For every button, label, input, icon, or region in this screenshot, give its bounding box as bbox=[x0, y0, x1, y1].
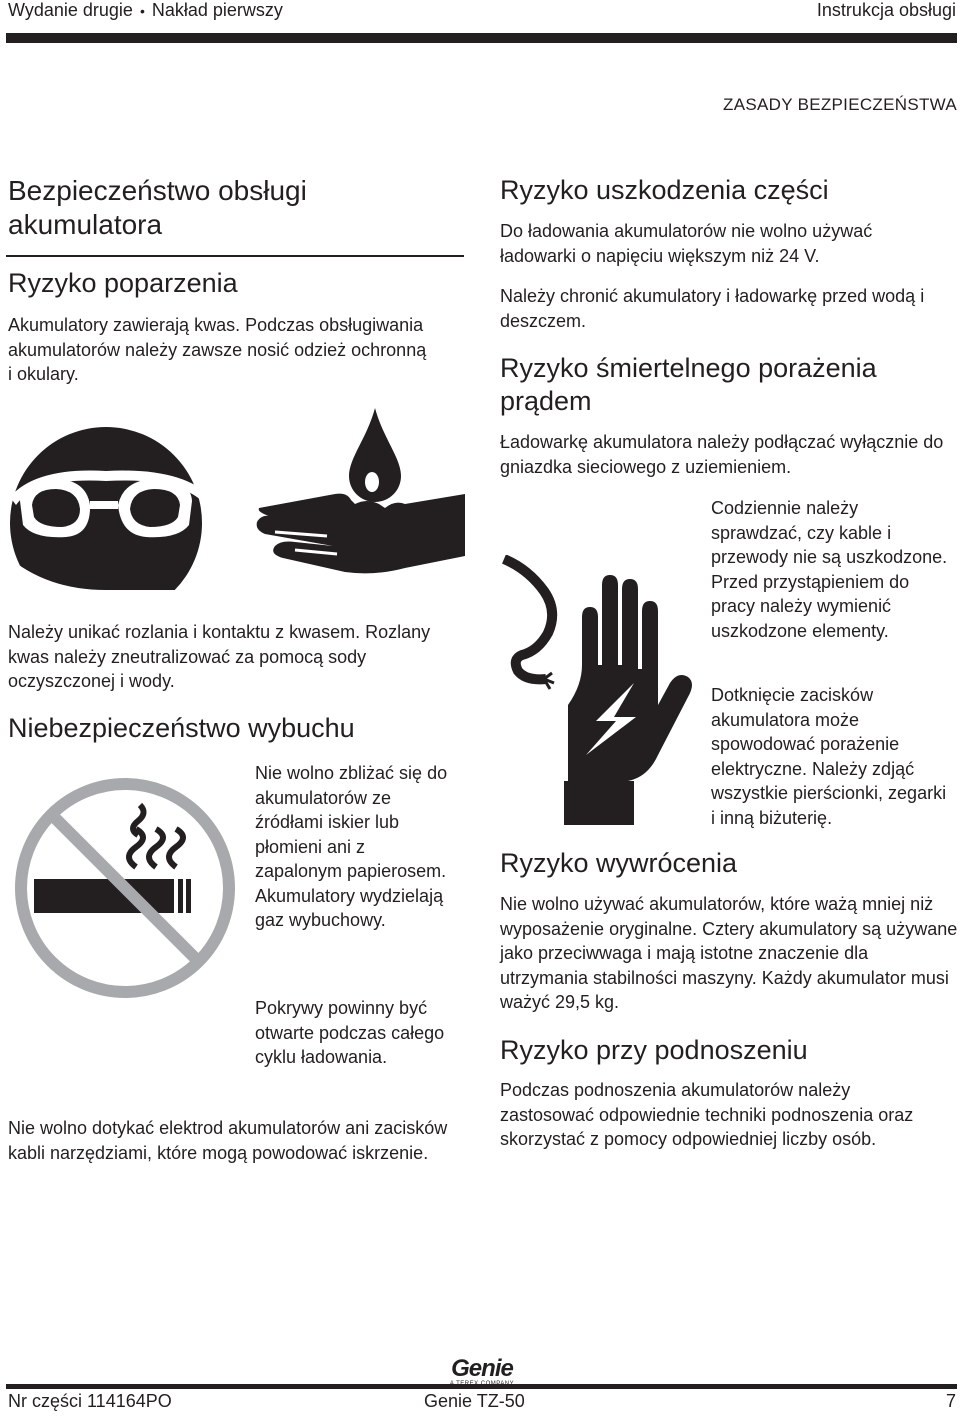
lifting-text: Podczas podnoszenia akumulatorów należy zastosować odpowiednie techniki podnoszenia oraz skorzystać z pomocy odpowiedniej liczby osób. bbox=[500, 1080, 914, 1149]
logo-text: Genie bbox=[451, 1355, 513, 1382]
electric-shock-hand-icon bbox=[498, 555, 698, 825]
burn-text: Akumulatory zawierają kwas. Podczas obsługiwania akumulatorów należy zawsze nosić odzież ochronną i okulary. bbox=[8, 315, 427, 384]
battery-safety-title: Bezpieczeństwo obsługi akumulatora bbox=[8, 175, 307, 240]
edition-label: Wydanie drugie bbox=[8, 0, 133, 20]
electrocution-text-2: Codziennie należy sprawdzać, czy kable i przewody nie są uszkodzone. Przed przystąpieniem do pracy należy wymienić uszkodzone elementy. bbox=[711, 498, 948, 641]
acid-drop-hand-icon bbox=[255, 408, 465, 588]
print-label: Nakład pierwszy bbox=[151, 0, 283, 20]
page-number: 7 bbox=[945, 1391, 956, 1411]
burn-heading: Ryzyko poparzenia bbox=[8, 268, 238, 298]
electrocution-text: Ładowarkę akumulatora należy podłączać wyłącznie do gniazdka sieciowego z uziemieniem. bbox=[500, 432, 944, 477]
face-goggles-icon bbox=[6, 405, 222, 590]
header-rule bbox=[6, 33, 957, 43]
no-smoking-icon bbox=[12, 775, 238, 1001]
damage-text-2: Należy chronić akumulatory i ładowarkę przed wodą i deszczem. bbox=[500, 286, 925, 331]
explosion-heading: Niebezpieczeństwo wybuchu bbox=[8, 713, 355, 743]
electrocution-text-3: Dotknięcie zacisków akumulatora może spowodować porażenie elektryczne. Należy zdjąć wszystkie pierścionki, zegarki i inną biżuterię. bbox=[711, 685, 947, 828]
damage-text: Do ładowania akumulatorów nie wolno używać ładowarki o napięciu większym niż 24 V. bbox=[500, 221, 873, 266]
header-bullet: • bbox=[139, 3, 145, 19]
footer-rule bbox=[6, 1384, 957, 1389]
burn-text-2: Należy unikać rozlania i kontaktu z kwasem. Rozlany kwas należy zneutralizować za pomocą sody oczyszczonej i wody. bbox=[8, 622, 431, 691]
explosion-text-3: Nie wolno dotykać elektrod akumulatorów ani zacisków kabli narzędziami, które mogą powodować iskrzenie. bbox=[8, 1118, 448, 1163]
title-rule bbox=[6, 255, 464, 257]
explosion-text: Nie wolno zbliżać się do akumulatorów ze źródłami iskier lub płomieni ani z zapalonym papierosem. Akumulatory wydzielają gaz wybuchowy. bbox=[255, 763, 448, 930]
lifting-heading: Ryzyko przy podnoszeniu bbox=[500, 1035, 808, 1065]
electrocution-heading: Ryzyko śmiertelnego porażenia prądem bbox=[500, 353, 877, 416]
header-left bbox=[8, 0, 283, 21]
damage-heading: Ryzyko uszkodzenia części bbox=[500, 175, 829, 205]
section-title: ZASADY BEZPIECZEŃSTWA bbox=[723, 95, 957, 114]
part-number: Nr części 114164PO bbox=[8, 1391, 172, 1411]
model-name: Genie TZ-50 bbox=[424, 1391, 525, 1411]
tipover-heading: Ryzyko wywrócenia bbox=[500, 848, 738, 878]
header-right: Instrukcja obsługi bbox=[816, 0, 956, 20]
explosion-text-2: Pokrywy powinny być otwarte podczas całego cyklu ładowania. bbox=[255, 998, 445, 1067]
tipover-text: Nie wolno używać akumulatorów, które ważą mniej niż wyposażenie oryginalne. Cztery akumulatory są używane jako przeciwwaga i mają istotne znaczenie dla utrzymania stabilności maszyny. Każdy akumulator musi ważyć 29,5 kg. bbox=[500, 894, 958, 1012]
